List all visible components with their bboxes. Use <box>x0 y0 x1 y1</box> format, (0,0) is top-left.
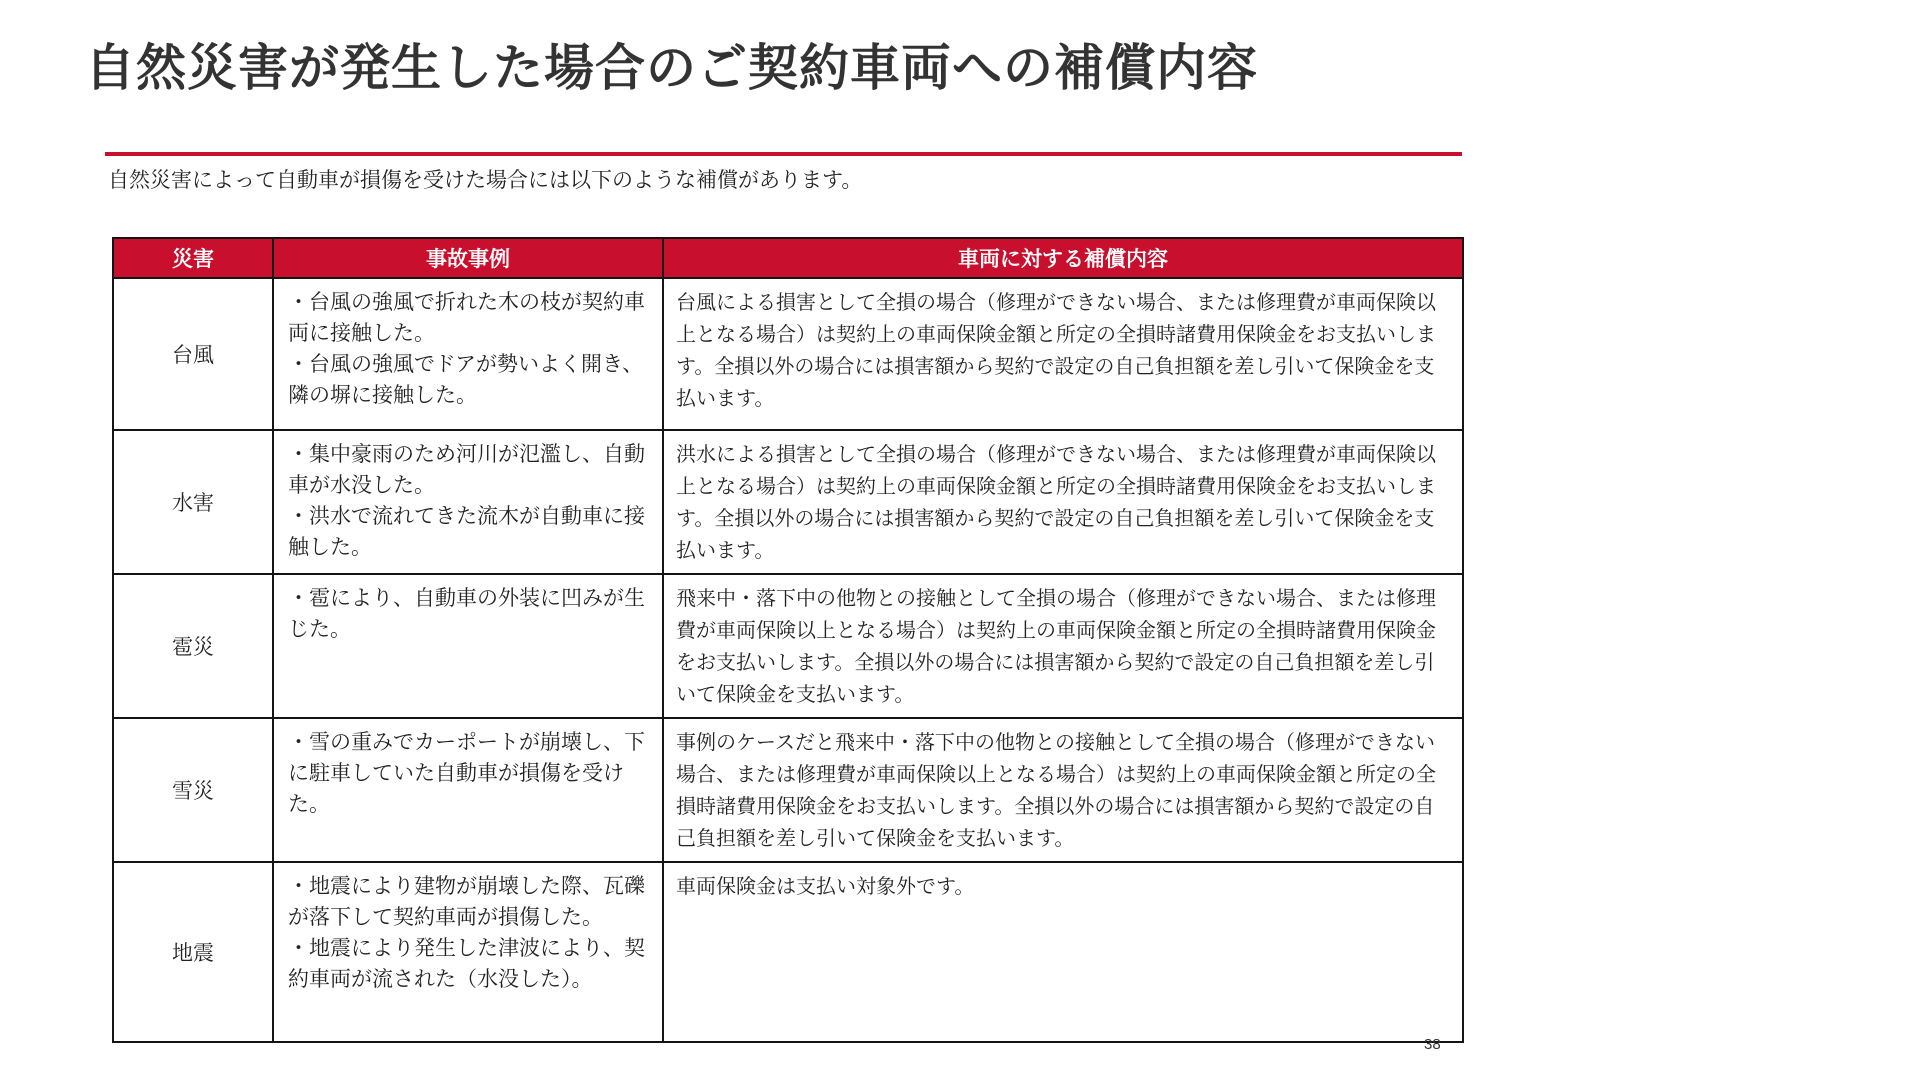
compensation-cell: 車両保険金は支払い対象外です。 <box>663 862 1463 1042</box>
compensation-table <box>112 237 1464 1043</box>
page-subtitle: 自然災害によって自動車が損傷を受けた場合には以下のような補償があります。 <box>108 169 863 192</box>
header-disaster: 災害 <box>113 238 273 278</box>
example-item: ・台風の強風でドアが勢いよく開き、隣の塀に接触した。 <box>288 352 644 407</box>
header-compensation: 車両に対する補償内容 <box>663 238 1463 278</box>
disaster-label: 雹災 <box>113 574 273 718</box>
examples-cell <box>273 862 663 1042</box>
table-row-typhoon <box>113 278 1463 430</box>
examples-cell <box>273 430 663 574</box>
examples-cell <box>273 718 663 862</box>
examples-cell <box>273 574 663 718</box>
compensation-cell: 事例のケースだと飛来中・落下中の他物との接触として全損の場合（修理ができない場合、または修理費が車両保険以上となる場合）は契約上の車両保険金額と所定の全損時諸費用保険金をお支払いします。全損以外の場合には損害額から契約で設定の自己負担額を差し引いて保険金を支払います。 <box>663 718 1463 862</box>
example-item: ・雪の重みでカーポートが崩壊し、下に駐車していた自動車が損傷を受けた。 <box>288 731 645 816</box>
page-title: 自然災害が発生した場合のご契約車両への補償内容 <box>85 40 1258 96</box>
table-row-flood <box>113 430 1463 574</box>
table-header-row <box>113 238 1463 278</box>
disaster-label: 水害 <box>113 430 273 574</box>
example-item: ・台風の強風で折れた木の枝が契約車両に接触した。 <box>288 291 645 345</box>
example-item: ・雹により、自動車の外装に凹みが生じた。 <box>288 587 645 641</box>
compensation-cell: 台風による損害として全損の場合（修理ができない場合、または修理費が車両保険以上となる場合）は契約上の車両保険金額と所定の全損時諸費用保険金をお支払いします。全損以外の場合には損害額から契約で設定の自己負担額を差し引いて保険金を支払います。 <box>663 278 1463 430</box>
example-item: ・地震により発生した津波により、契約車両が流された（水没した）。 <box>288 936 645 991</box>
compensation-cell: 飛来中・落下中の他物との接触として全損の場合（修理ができない場合、または修理費が車両保険以上となる場合）は契約上の車両保険金額と所定の全損時諸費用保険金をお支払いします。全損以外の場合には損害額から契約で設定の自己負担額を差し引いて保険金を支払います。 <box>663 574 1463 718</box>
table-row-earthquake <box>113 862 1463 1042</box>
example-item: ・地震により建物が崩壊した際、瓦礫が落下して契約車両が損傷した。 <box>288 875 645 929</box>
example-item: ・洪水で流れてきた流木が自動車に接触した。 <box>288 504 645 559</box>
examples-cell <box>273 278 663 430</box>
disaster-label: 雪災 <box>113 718 273 862</box>
compensation-cell: 洪水による損害として全損の場合（修理ができない場合、または修理費が車両保険以上となる場合）は契約上の車両保険金額と所定の全損時諸費用保険金をお支払いします。全損以外の場合には損害額から契約で設定の自己負担額を差し引いて保険金を支払います。 <box>663 430 1463 574</box>
page-number: 38 <box>1424 1036 1441 1053</box>
table-row-snow <box>113 718 1463 862</box>
disaster-label: 台風 <box>113 278 273 430</box>
disaster-label: 地震 <box>113 862 273 1042</box>
title-underline-rule <box>105 152 1462 156</box>
header-accident-examples: 事故事例 <box>273 238 663 278</box>
example-item: ・集中豪雨のため河川が氾濫し、自動車が水没した。 <box>288 443 645 497</box>
table-row-hail <box>113 574 1463 718</box>
